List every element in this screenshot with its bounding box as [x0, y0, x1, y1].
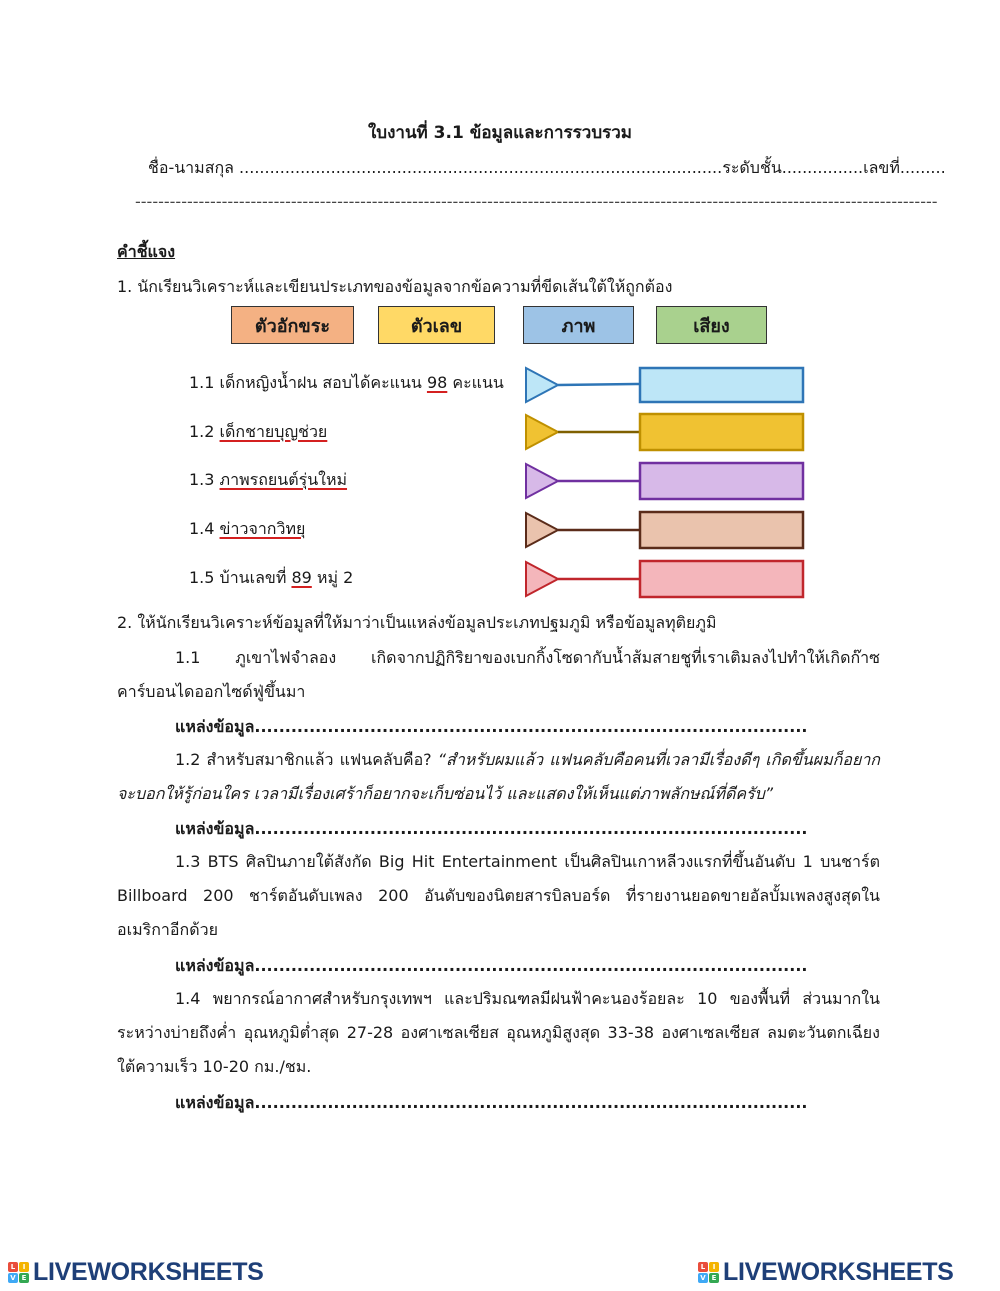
answer-box-1-2[interactable] — [640, 414, 803, 450]
logo-tile: L — [698, 1262, 708, 1272]
answer-box-1-5[interactable] — [640, 561, 803, 597]
item-underlined: เด็กชายบุญช่วย — [219, 422, 328, 441]
answer-arrow-1-1 — [526, 368, 803, 402]
item-prefix: 1.5 บ้านเลขที่ — [189, 568, 292, 587]
instructions-heading: คำชี้แจง — [117, 242, 176, 261]
logo-tile: E — [709, 1273, 719, 1283]
liveworksheets-logo-left[interactable] — [8, 1258, 264, 1287]
item-1-1 — [189, 372, 504, 394]
arrow-triangle[interactable] — [526, 368, 558, 402]
item-1-3 — [189, 469, 347, 491]
worksheet-title: ใบงานที่ 3.1 ข้อมูลและการรวบรวม — [368, 123, 632, 143]
item-underlined: ภาพรถยนต์รุ่นใหม่ — [219, 470, 348, 489]
item-prefix: 1.2 — [189, 422, 220, 441]
item-prefix: 1.1 เด็กหญิงน้ำฝน สอบได้คะแนน — [189, 373, 427, 392]
logo-tile: I — [709, 1262, 719, 1272]
answer-arrow-1-2 — [526, 414, 803, 450]
logo-text: LIVEWORKSHEETS — [33, 1258, 264, 1286]
arrow-triangle[interactable] — [526, 513, 558, 547]
item-1-2 — [189, 421, 327, 443]
passage-1-3 — [117, 845, 880, 947]
item-prefix: 1.3 — [189, 470, 220, 489]
category-text-box[interactable]: ตัวอักขระ — [231, 306, 354, 344]
liveworksheets-logo-right[interactable] — [698, 1258, 954, 1287]
liveworksheets-icon — [8, 1262, 29, 1283]
passage-text: 1.4 พยากรณ์อากาศสำหรับกรุงเทพฯ และปริมณฑลมีฝนฟ้าคะนองร้อยละ 10 ของพื้นที่ ส่วนมากในระหว่างบ่ายถึงค่ำ อุณหภูมิต่ำสุด 27-28 องศาเซลเซียส อุณหภูมิสูงสุด 33-38 องศาเซลเซียส ลมตะวันตกเฉียงใต้ความเร็ว 10-20 กม./ชม. — [117, 989, 880, 1076]
passage-1-1 — [117, 641, 880, 709]
source-answer-1-1[interactable]: แหล่งข้อมูล........................................................................................... — [175, 717, 808, 736]
item-prefix: 1.4 — [189, 519, 220, 538]
source-answer-1-2[interactable]: แหล่งข้อมูล........................................................................................... — [175, 819, 808, 838]
answer-box-1-4[interactable] — [640, 512, 803, 548]
arrow-triangle[interactable] — [526, 415, 558, 449]
logo-text: LIVEWORKSHEETS — [723, 1258, 954, 1286]
item-suffix: หมู่ 2 — [311, 568, 354, 587]
question-2-prompt: 2. ให้นักเรียนวิเคราะห์ข้อมูลที่ให้มาว่าเป็นแหล่งข้อมูลประเภทปฐมภูมิ หรือข้อมูลทุติยภูมิ — [117, 613, 717, 632]
question-1-prompt: 1. นักเรียนวิเคราะห์และเขียนประเภทของข้อมูลจากข้อความที่ขีดเส้นใต้ให้ถูกต้อง — [117, 277, 673, 296]
passage-1-2 — [117, 743, 880, 811]
item-underlined: ข่าวจากวิทยุ — [219, 519, 306, 538]
source-answer-1-4[interactable]: แหล่งข้อมูล........................................................................................... — [175, 1093, 808, 1112]
logo-tile: L — [8, 1262, 18, 1272]
logo-tile: I — [19, 1262, 29, 1272]
logo-tile: E — [19, 1273, 29, 1283]
answer-arrows — [520, 362, 820, 602]
arrow-triangle[interactable] — [526, 464, 558, 498]
item-underlined: 89 — [291, 568, 312, 587]
passage-text: 1.3 BTS ศิลปินภายใต้สังกัด Big Hit Entertainment เป็นศิลปินเกาหลีวงแรกที่ขึ้นอันดับ 1 บนชาร์ต Billboard 200 ชาร์ตอันดับเพลง 200 อันดับของนิตยสารบิลบอร์ด ที่รายงานยอดขายอัลบั้มเพลงสูงสุดในอเมริกาอีกด้วย — [117, 852, 880, 939]
answer-arrow-1-4 — [526, 512, 803, 548]
arrow-triangle[interactable] — [526, 562, 558, 596]
item-suffix: คะแนน — [447, 373, 504, 392]
item-1-5 — [189, 567, 353, 589]
answer-arrow-1-3 — [526, 463, 803, 499]
passage-text: 1.1 ภูเขาไฟจำลอง เกิดจากปฏิกิริยาของเบกกิ้งโซดากับน้ำส้มสายชูที่เราเติมลงไปทำให้เกิดก๊าซคาร์บอนไดออกไซด์ฟู่ขึ้นมา — [117, 648, 880, 701]
category-image-box[interactable]: ภาพ — [523, 306, 634, 344]
item-underlined: 98 — [426, 373, 448, 392]
arrow-line — [558, 384, 640, 385]
item-1-4 — [189, 518, 305, 540]
logo-tile: V — [698, 1273, 708, 1283]
answer-box-1-3[interactable] — [640, 463, 803, 499]
passage-1-4 — [117, 982, 880, 1084]
passage-text: 1.2 สำหรับสมาชิกแล้ว แฟนคลับคือ? — [175, 750, 438, 769]
answer-arrow-1-5 — [526, 561, 803, 597]
category-number-box[interactable]: ตัวเลข — [378, 306, 495, 344]
liveworksheets-icon — [698, 1262, 719, 1283]
category-sound-box[interactable]: เสียง — [656, 306, 767, 344]
separator-line: ------------------------------------------------------------------------------------------------------------------------------------------- — [135, 192, 938, 211]
passage-quote: “สำหรับผมแล้ว แฟนคลับคือคนที่เวลามีเรื่องดีๆ เกิดขึ้นผมก็อยากจะบอกให้รู้ก่อนใคร เวลามีเรื่องเศร้าก็อยากจะเก็บซ่อนไว้ และแสดงให้เห็นแต่ภาพลักษณ์ที่ดีครับ” — [117, 750, 880, 803]
name-line: ชื่อ-นามสกุล ...............................................................................................ระดับชั้น................เลขที่......... — [148, 158, 946, 177]
answer-box-1-1[interactable] — [640, 368, 803, 402]
logo-tile: V — [8, 1273, 18, 1283]
source-answer-1-3[interactable]: แหล่งข้อมูล........................................................................................... — [175, 956, 808, 975]
